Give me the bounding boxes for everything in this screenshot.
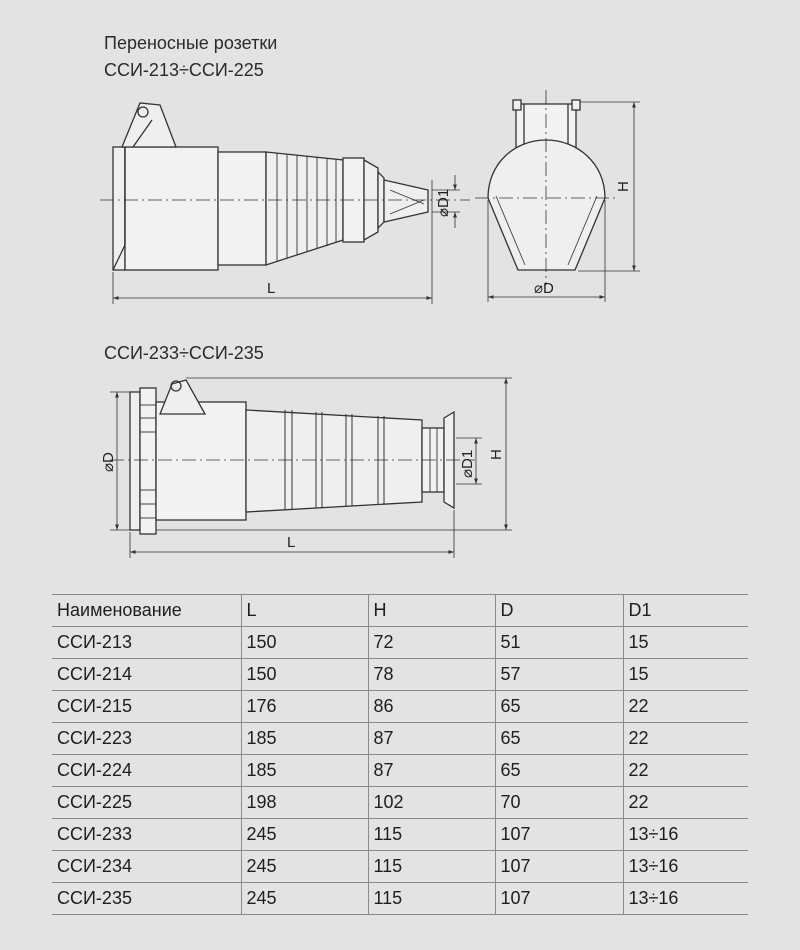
cell-D1: 13÷16: [623, 851, 748, 883]
cell-D1: 22: [623, 755, 748, 787]
cell-D: 65: [495, 691, 623, 723]
cell-name: ССИ-224: [52, 755, 241, 787]
table-row: [52, 723, 748, 755]
cell-H: 78: [368, 659, 495, 691]
cell-D1: 15: [623, 659, 748, 691]
drawing2-title: ССИ-233÷ССИ-235: [104, 343, 264, 363]
drawing1-side-view: [100, 103, 470, 304]
table-row: [52, 787, 748, 819]
table-row: [52, 883, 748, 915]
table-row: [52, 755, 748, 787]
cell-name: ССИ-214: [52, 659, 241, 691]
cell-D1: 15: [623, 627, 748, 659]
cell-L: 150: [241, 627, 368, 659]
cell-D: 70: [495, 787, 623, 819]
header-D: D: [495, 595, 623, 627]
cell-D: 57: [495, 659, 623, 691]
drawing1-dim-D: ⌀D: [534, 280, 554, 297]
table-row: [52, 659, 748, 691]
drawing2-dim-D: ⌀D: [100, 452, 117, 472]
header-D1: D1: [623, 595, 748, 627]
cell-L: 245: [241, 819, 368, 851]
table-row: [52, 851, 748, 883]
drawing2-dim-L: L: [287, 534, 296, 551]
drawing2-dim-D1: ⌀D1: [459, 449, 476, 478]
header-H: H: [368, 595, 495, 627]
dimensions-table: [52, 594, 748, 915]
table-row: [52, 691, 748, 723]
cell-L: 198: [241, 787, 368, 819]
cell-L: 245: [241, 883, 368, 915]
cell-H: 72: [368, 627, 495, 659]
cell-D: 107: [495, 819, 623, 851]
cell-H: 87: [368, 755, 495, 787]
cell-D: 65: [495, 723, 623, 755]
cell-name: ССИ-234: [52, 851, 241, 883]
cell-name: ССИ-213: [52, 627, 241, 659]
cell-name: ССИ-233: [52, 819, 241, 851]
header-L: L: [241, 595, 368, 627]
cell-H: 102: [368, 787, 495, 819]
drawing1-title-line2: ССИ-213÷ССИ-225: [104, 60, 264, 80]
cell-H: 86: [368, 691, 495, 723]
cell-name: ССИ-225: [52, 787, 241, 819]
cell-H: 115: [368, 883, 495, 915]
cell-L: 150: [241, 659, 368, 691]
cell-L: 185: [241, 723, 368, 755]
cell-L: 245: [241, 851, 368, 883]
table-row: [52, 819, 748, 851]
table-row: [52, 627, 748, 659]
cell-name: ССИ-235: [52, 883, 241, 915]
cell-D: 107: [495, 851, 623, 883]
drawing1-title-line1: Переносные розетки: [104, 33, 278, 53]
drawing2-dim-H: H: [488, 449, 505, 460]
drawing2-side-view: [110, 378, 512, 558]
cell-D: 65: [495, 755, 623, 787]
cell-D1: 13÷16: [623, 819, 748, 851]
cell-L: 185: [241, 755, 368, 787]
cell-name: ССИ-223: [52, 723, 241, 755]
drawing1-dim-D1: ⌀D1: [435, 188, 452, 217]
drawing1-end-view: [475, 90, 640, 302]
drawing1-dim-H: H: [615, 181, 632, 192]
cell-H: 115: [368, 819, 495, 851]
cell-D: 51: [495, 627, 623, 659]
table-header-row: [52, 595, 748, 627]
cell-D: 107: [495, 883, 623, 915]
header-name: Наименование: [52, 595, 241, 627]
cell-H: 87: [368, 723, 495, 755]
cell-D1: 22: [623, 723, 748, 755]
cell-name: ССИ-215: [52, 691, 241, 723]
cell-D1: 22: [623, 787, 748, 819]
cell-L: 176: [241, 691, 368, 723]
drawing1-dim-L: L: [267, 280, 276, 297]
cell-H: 115: [368, 851, 495, 883]
cell-D1: 22: [623, 691, 748, 723]
cell-D1: 13÷16: [623, 883, 748, 915]
